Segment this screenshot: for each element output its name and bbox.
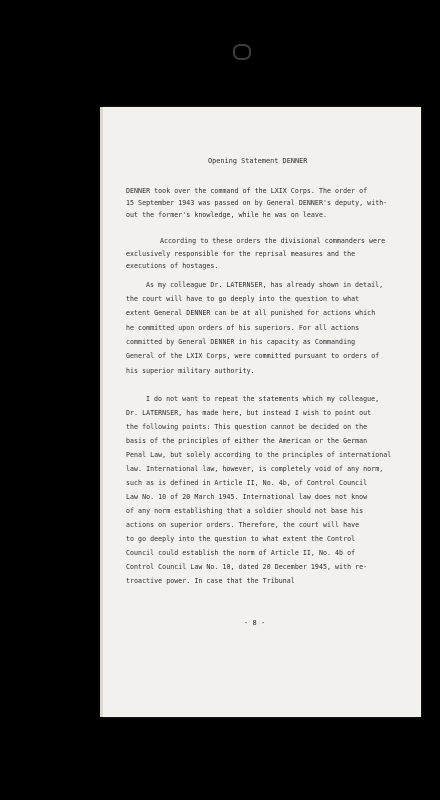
text-line: the following points: This question cannot be decided on the: [126, 423, 368, 431]
text-line: actions on superior orders. Therefore, the court will have: [126, 521, 360, 529]
text-line: 15 September 1943 was passed on by General DENNER's deputy, with-: [126, 199, 388, 207]
text-line: out the former's knowledge, while he was on leave.: [126, 211, 327, 219]
text-line: his superior military authority.: [126, 367, 255, 375]
document-header: Opening Statement DENNER: [208, 157, 308, 165]
text-line: exclusively responsible for the reprisal measures and the: [126, 250, 356, 258]
text-line: to go deeply into the question to what extent the Control: [126, 535, 356, 543]
text-line: basis of the principles of either the American or the German: [126, 437, 368, 445]
text-line: As my colleague Dr. LATERNSER, has already shown in detail,: [146, 281, 384, 289]
text-line: committed by General DENNER in his capacity as Commanding: [126, 338, 356, 346]
text-line: of any norm establishing that a soldier should not base his: [126, 507, 364, 515]
text-line: General of the LXIX Corps, were committed pursuant to orders of: [126, 352, 380, 360]
text-line: Control Council Law No. 10, dated 20 December 1945, with re-: [126, 563, 368, 571]
text-line: According to these orders the divisional commanders were: [160, 237, 386, 245]
text-line: Law No. 10 of 20 March 1945. International law does not know: [126, 493, 368, 501]
text-line: DENNER took over the command of the LXIX Corps. The order of: [126, 187, 368, 195]
text-line: law. International law, however, is completely void of any norm,: [126, 465, 384, 473]
text-line: such as is defined in Article II, No. 4b, of Control Council: [126, 479, 368, 487]
text-line: Dr. LATERNSER, has made here, but instead I wish to point out: [126, 409, 372, 417]
background-page-mark: [233, 44, 251, 60]
text-line: executions of hostages.: [126, 262, 219, 270]
text-line: Council could establish the norm of Article II, No. 4b of: [126, 549, 356, 557]
text-line: I do not want to repeat the statements which my colleague,: [146, 395, 380, 403]
text-line: the court will have to go deeply into the question to what: [126, 295, 360, 303]
text-line: troactive power. In case that the Tribunal: [126, 577, 295, 585]
text-line: extent General DENNER can be at all punished for actions which: [126, 309, 376, 317]
text-line: Penal Law, but solely according to the principles of international: [126, 451, 392, 459]
page-number: - 8 -: [244, 619, 266, 627]
text-line: he committed upon orders of his superiors. For all actions: [126, 324, 360, 332]
